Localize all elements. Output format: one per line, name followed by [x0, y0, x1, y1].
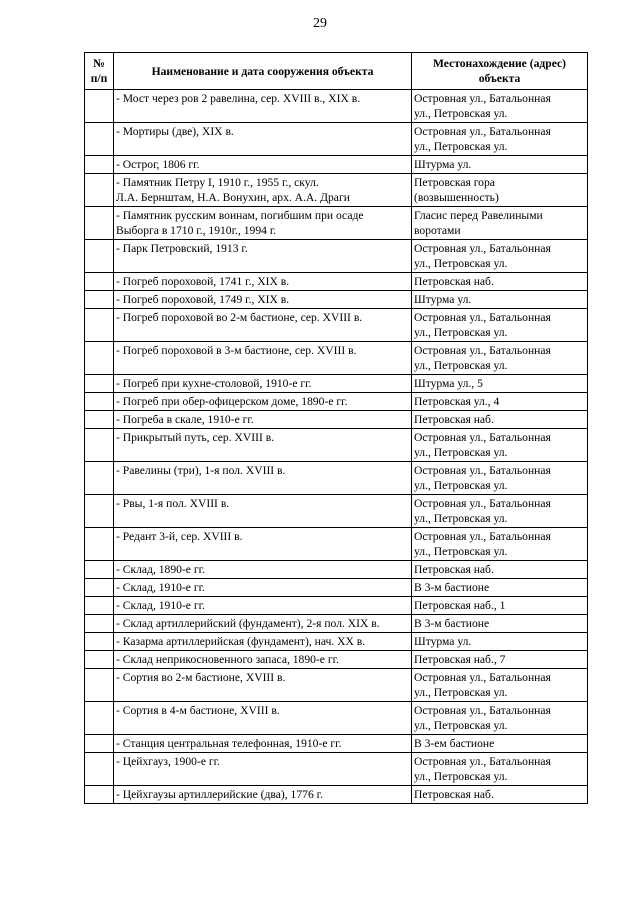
- table-row: [85, 561, 588, 579]
- object-name-line: - Сортия в 4-м бастионе, XVIII в.: [116, 704, 280, 717]
- object-location-cell: [412, 273, 588, 291]
- object-name-cell: [114, 597, 412, 615]
- object-location-cell: [412, 375, 588, 393]
- object-location-cell: [412, 462, 588, 495]
- object-location-line: Островная ул., Батальонная: [414, 431, 551, 444]
- object-location-cell: [412, 429, 588, 462]
- object-name-line: - Прикрытый путь, сер. XVIII в.: [116, 431, 275, 444]
- table-row: [85, 753, 588, 786]
- object-location-cell: [412, 174, 588, 207]
- object-name-line: - Сортия во 2-м бастионе, XVIII в.: [116, 671, 286, 684]
- object-name-line: - Редант 3-й, сер. XVIII в.: [116, 530, 243, 543]
- object-name-line: - Мортиры (две), XIX в.: [116, 125, 234, 138]
- object-name-line: - Склад неприкосновенного запаса, 1890-е гг.: [116, 653, 339, 666]
- object-name-line: - Погреб при обер-офицерском доме, 1890-е гг.: [116, 395, 348, 408]
- table-row: [85, 375, 588, 393]
- object-location-cell: [412, 597, 588, 615]
- table-row: [85, 90, 588, 123]
- header-location-line: объекта: [478, 72, 521, 85]
- object-location-cell: [412, 579, 588, 597]
- object-location-line: Петровская гора: [414, 176, 495, 189]
- table-row: [85, 669, 588, 702]
- table-row: [85, 156, 588, 174]
- header-num-line: №: [93, 57, 105, 70]
- object-name-line: Л.А. Бернштам, Н.А. Вонухин, арх. А.А. Драги: [116, 191, 350, 204]
- object-location-line: Островная ул., Батальонная: [414, 344, 551, 357]
- row-number-cell: [85, 735, 114, 753]
- object-location-line: ул., Петровская ул.: [414, 359, 508, 372]
- table-row: [85, 429, 588, 462]
- object-location-line: Островная ул., Батальонная: [414, 311, 551, 324]
- object-name-cell: [114, 561, 412, 579]
- row-number-cell: [85, 123, 114, 156]
- object-location-line: ул., Петровская ул.: [414, 326, 508, 339]
- table-row: [85, 342, 588, 375]
- table-row: [85, 528, 588, 561]
- object-name-line: - Погреб пороховой во 2-м бастионе, сер. XVIII в.: [116, 311, 363, 324]
- row-number-cell: [85, 597, 114, 615]
- object-location-cell: [412, 735, 588, 753]
- table-row: [85, 309, 588, 342]
- object-name-cell: [114, 207, 412, 240]
- object-name-cell: [114, 579, 412, 597]
- table-row: [85, 462, 588, 495]
- object-name-line: - Склад, 1910-е гг.: [116, 581, 205, 594]
- object-location-cell: [412, 786, 588, 804]
- row-number-cell: [85, 528, 114, 561]
- object-location-line: ул., Петровская ул.: [414, 446, 508, 459]
- object-location-cell: [412, 207, 588, 240]
- row-number-cell: [85, 393, 114, 411]
- table-body: [85, 90, 588, 804]
- table-row: [85, 174, 588, 207]
- object-location-line: Островная ул., Батальонная: [414, 497, 551, 510]
- object-name-line: - Памятник русским воинам, погибшим при осаде: [116, 209, 364, 222]
- row-number-cell: [85, 786, 114, 804]
- object-name-line: - Цейхгаузы артиллерийские (два), 1776 г.: [116, 788, 323, 801]
- object-location-line: Островная ул., Батальонная: [414, 530, 551, 543]
- row-number-cell: [85, 156, 114, 174]
- object-location-line: воротами: [414, 224, 461, 237]
- table-row: [85, 597, 588, 615]
- object-location-line: Петровская наб.: [414, 788, 494, 801]
- table-row: [85, 633, 588, 651]
- object-location-line: Штурма ул.: [414, 158, 472, 171]
- header-name-line: Наименование и дата сооружения объекта: [151, 64, 374, 78]
- row-number-cell: [85, 309, 114, 342]
- object-name-cell: [114, 156, 412, 174]
- object-location-line: ул., Петровская ул.: [414, 479, 508, 492]
- row-number-cell: [85, 579, 114, 597]
- header-name: [114, 53, 412, 90]
- object-location-cell: [412, 651, 588, 669]
- table-row: [85, 411, 588, 429]
- row-number-cell: [85, 615, 114, 633]
- row-number-cell: [85, 240, 114, 273]
- object-location-cell: [412, 561, 588, 579]
- row-number-cell: [85, 495, 114, 528]
- object-name-cell: [114, 240, 412, 273]
- object-name-line: - Памятник Петру I, 1910 г., 1955 г., скул.: [116, 176, 319, 189]
- object-location-line: Островная ул., Батальонная: [414, 464, 551, 477]
- table-row: [85, 651, 588, 669]
- row-number-cell: [85, 411, 114, 429]
- object-name-line: - Парк Петровский, 1913 г.: [116, 242, 248, 255]
- object-location-cell: [412, 528, 588, 561]
- monuments-table: [84, 52, 588, 804]
- row-number-cell: [85, 669, 114, 702]
- object-name-cell: [114, 528, 412, 561]
- row-number-cell: [85, 375, 114, 393]
- object-name-cell: [114, 702, 412, 735]
- object-name-line: - Погреб при кухне-столовой, 1910-е гг.: [116, 377, 312, 390]
- object-name-line: - Казарма артиллерийская (фундамент), нач. XX в.: [116, 635, 366, 648]
- object-name-cell: [114, 615, 412, 633]
- object-name-cell: [114, 495, 412, 528]
- object-location-cell: [412, 291, 588, 309]
- object-name-line: - Цейхгауз, 1900-е гг.: [116, 755, 220, 768]
- table-row: [85, 291, 588, 309]
- table-row: [85, 579, 588, 597]
- table-row: [85, 735, 588, 753]
- object-location-line: Гласис перед Равелиными: [414, 209, 543, 222]
- object-location-cell: [412, 633, 588, 651]
- object-name-cell: [114, 90, 412, 123]
- row-number-cell: [85, 291, 114, 309]
- object-location-cell: [412, 309, 588, 342]
- object-name-line: - Погреба в скале, 1910-е гг.: [116, 413, 254, 426]
- header-num-line: п/п: [90, 72, 108, 85]
- object-location-line: ул., Петровская ул.: [414, 512, 508, 525]
- header-location: [412, 53, 588, 90]
- object-location-line: Петровская ул., 4: [414, 395, 500, 408]
- object-location-line: Петровская наб.: [414, 413, 494, 426]
- table-row: [85, 702, 588, 735]
- object-location-line: ул., Петровская ул.: [414, 770, 508, 783]
- object-location-line: ул., Петровская ул.: [414, 140, 508, 153]
- page-number: 29: [313, 16, 327, 31]
- object-location-line: В 3-ем бастионе: [414, 737, 495, 750]
- object-location-line: Петровская наб., 7: [414, 653, 506, 666]
- object-location-cell: [412, 495, 588, 528]
- object-name-line: - Равелины (три), 1-я пол. XVIII в.: [116, 464, 286, 477]
- object-location-line: Штурма ул.: [414, 293, 472, 306]
- object-name-line: - Склад артиллерийский (фундамент), 2-я пол. XIX в.: [116, 617, 380, 630]
- object-location-line: (возвышенность): [414, 191, 499, 204]
- row-number-cell: [85, 561, 114, 579]
- object-name-line: - Склад, 1890-е гг.: [116, 563, 205, 576]
- row-number-cell: [85, 90, 114, 123]
- object-name-cell: [114, 753, 412, 786]
- object-name-cell: [114, 735, 412, 753]
- object-name-cell: [114, 786, 412, 804]
- header-location-line: Местонахождение (адрес): [433, 57, 566, 70]
- row-number-cell: [85, 651, 114, 669]
- object-location-cell: [412, 156, 588, 174]
- object-name-line: - Погреб пороховой, 1749 г., XIX в.: [116, 293, 290, 306]
- row-number-cell: [85, 207, 114, 240]
- row-number-cell: [85, 174, 114, 207]
- object-name-line: - Мост через ров 2 равелина, сер. XVIII в., XIX в.: [116, 92, 361, 105]
- object-location-line: Островная ул., Батальонная: [414, 755, 551, 768]
- object-location-cell: [412, 342, 588, 375]
- object-location-line: Петровская наб.: [414, 275, 494, 288]
- object-location-line: ул., Петровская ул.: [414, 686, 508, 699]
- table-row: [85, 207, 588, 240]
- header-num: [85, 53, 114, 90]
- object-location-line: Островная ул., Батальонная: [414, 704, 551, 717]
- object-name-cell: [114, 309, 412, 342]
- table-header-row: [85, 53, 588, 90]
- object-location-line: Островная ул., Батальонная: [414, 671, 551, 684]
- object-location-cell: [412, 615, 588, 633]
- object-name-cell: [114, 273, 412, 291]
- object-location-line: Островная ул., Батальонная: [414, 242, 551, 255]
- object-name-line: - Погреб пороховой в 3-м бастионе, сер. XVIII в.: [116, 344, 357, 357]
- object-name-cell: [114, 375, 412, 393]
- object-location-line: Штурма ул., 5: [414, 377, 483, 390]
- object-name-cell: [114, 462, 412, 495]
- row-number-cell: [85, 753, 114, 786]
- object-location-cell: [412, 393, 588, 411]
- object-location-line: В 3-м бастионе: [414, 617, 490, 630]
- row-number-cell: [85, 273, 114, 291]
- table-row: [85, 495, 588, 528]
- row-number-cell: [85, 702, 114, 735]
- row-number-cell: [85, 429, 114, 462]
- object-location-cell: [412, 90, 588, 123]
- object-name-line: - Погреб пороховой, 1741 г., XIX в.: [116, 275, 290, 288]
- table-row: [85, 786, 588, 804]
- object-name-cell: [114, 651, 412, 669]
- object-name-line: - Рвы, 1-я пол. XVIII в.: [116, 497, 230, 510]
- object-location-cell: [412, 669, 588, 702]
- object-location-line: Петровская наб., 1: [414, 599, 506, 612]
- object-name-cell: [114, 393, 412, 411]
- object-location-line: Штурма ул.: [414, 635, 472, 648]
- object-location-line: ул., Петровская ул.: [414, 107, 508, 120]
- object-name-line: - Склад, 1910-е гг.: [116, 599, 205, 612]
- object-location-line: Петровская наб.: [414, 563, 494, 576]
- object-location-line: Островная ул., Батальонная: [414, 125, 551, 138]
- table-row: [85, 123, 588, 156]
- object-location-line: ул., Петровская ул.: [414, 545, 508, 558]
- object-location-cell: [412, 753, 588, 786]
- row-number-cell: [85, 633, 114, 651]
- object-name-cell: [114, 174, 412, 207]
- object-location-line: Островная ул., Батальонная: [414, 92, 551, 105]
- table-row: [85, 615, 588, 633]
- table-row: [85, 393, 588, 411]
- table-row: [85, 273, 588, 291]
- object-location-cell: [412, 411, 588, 429]
- object-name-line: - Острог, 1806 гг.: [116, 158, 200, 171]
- object-location-line: ул., Петровская ул.: [414, 257, 508, 270]
- row-number-cell: [85, 342, 114, 375]
- object-name-cell: [114, 669, 412, 702]
- object-location-cell: [412, 702, 588, 735]
- object-name-cell: [114, 291, 412, 309]
- object-name-line: Выборга в 1710 г., 1910г., 1994 г.: [116, 224, 277, 237]
- object-name-cell: [114, 411, 412, 429]
- object-location-line: ул., Петровская ул.: [414, 719, 508, 732]
- object-name-line: - Станция центральная телефонная, 1910-е гг.: [116, 737, 342, 750]
- object-location-cell: [412, 240, 588, 273]
- object-name-cell: [114, 123, 412, 156]
- object-location-line: В 3-м бастионе: [414, 581, 490, 594]
- object-name-cell: [114, 342, 412, 375]
- object-name-cell: [114, 633, 412, 651]
- row-number-cell: [85, 462, 114, 495]
- object-location-cell: [412, 123, 588, 156]
- table-row: [85, 240, 588, 273]
- object-name-cell: [114, 429, 412, 462]
